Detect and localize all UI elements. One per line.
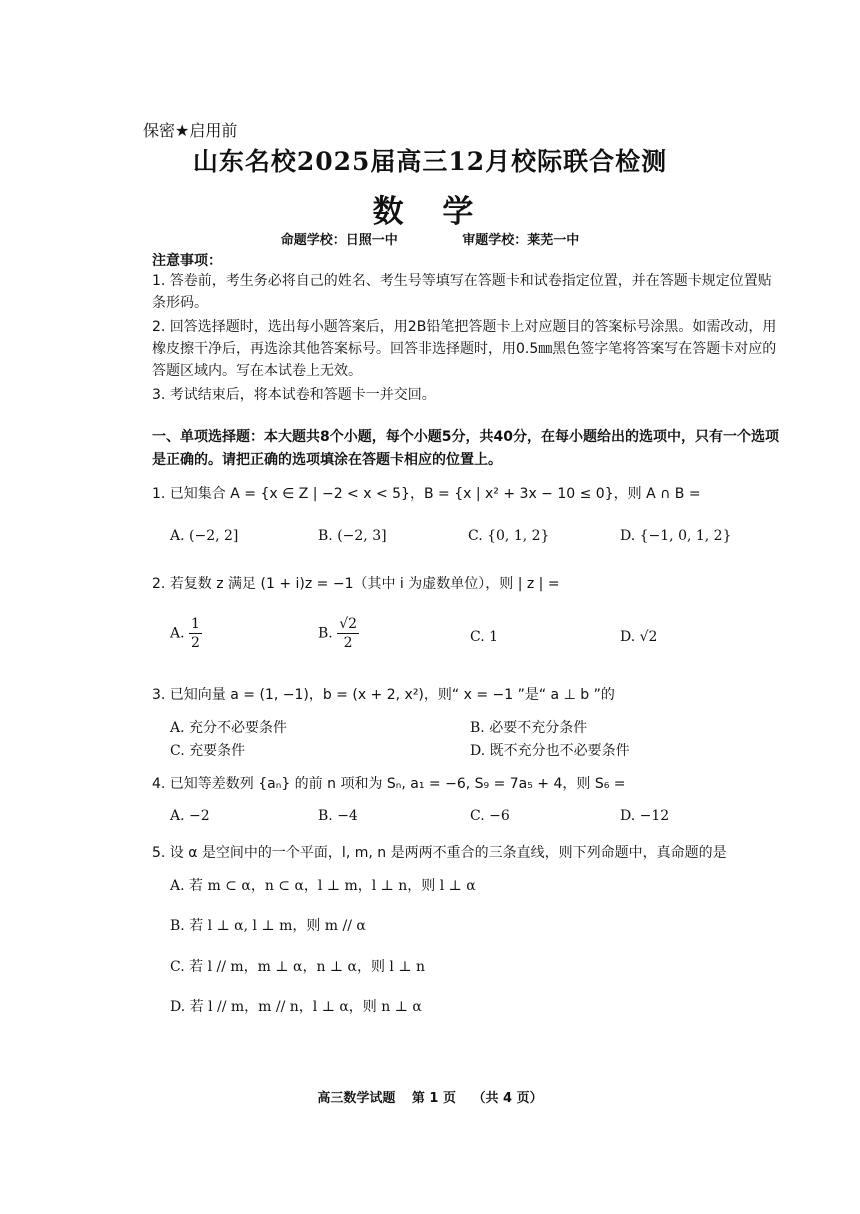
- question-1-stem: 1. 已知集合 A = {x ∈ Z | −2 < x < 5}，B = {x | x² + 3x − 10 ≤ 0}，则 A ∩ B =: [152, 486, 701, 502]
- footer-page-number: 第 1 页: [411, 1091, 456, 1106]
- school-line: [0, 229, 860, 248]
- q2-option-d: D. √2: [620, 629, 658, 645]
- question-3-stem: 3. 已知向量 a = (1, −1)，b = (x + 2, x²)，则“ x = −1 ”是“ a ⊥ b ”的: [152, 687, 615, 703]
- fraction-denominator: 2: [191, 635, 200, 651]
- q4-option-b: B. −4: [318, 808, 358, 824]
- subject-title: 数 学: [372, 194, 488, 230]
- q5-option-c: C. 若 l // m，m ⊥ α，n ⊥ α，则 l ⊥ n: [170, 959, 425, 975]
- q5-option-a: A. 若 m ⊂ α，n ⊂ α，l ⊥ m，l ⊥ n，则 l ⊥ α: [170, 878, 476, 894]
- q2-option-b: [318, 615, 359, 652]
- fraction-numerator: √2: [339, 616, 358, 632]
- q1-option-a: A. (−2, 2]: [170, 528, 239, 544]
- q4-option-c: C. −6: [470, 808, 510, 824]
- q3-option-d: D. 既不充分也不必要条件: [470, 743, 630, 759]
- q2-option-c: C. 1: [470, 629, 499, 645]
- question-2-stem: 2. 若复数 z 满足 (1 + i)z = −1（其中 i 为虚数单位），则 | z | =: [152, 576, 560, 592]
- fraction-denominator: 2: [343, 635, 353, 651]
- notice-item: 1. 答卷前，考生务必将自己的姓名、考生号等填写在答题卡和试卷指定位置，并在答题卡规定位置贴条形码。: [152, 273, 772, 311]
- q2-option-a-label: A.: [170, 625, 185, 642]
- exam-title: 山东名校2025届高三12月校际联合检测: [192, 147, 668, 176]
- page-footer: [0, 1087, 860, 1106]
- setter-school: 命题学校：日照一中: [280, 233, 398, 248]
- q3-option-b: B. 必要不充分条件: [470, 720, 588, 736]
- q3-option-a: A. 充分不必要条件: [170, 720, 288, 736]
- footer-exam-name: 高三数学试题: [317, 1091, 396, 1106]
- q1-option-b: B. (−2, 3]: [318, 528, 387, 544]
- footer-total-pages: （共 4 页）: [472, 1091, 543, 1106]
- fraction-one-half: [189, 615, 202, 652]
- fraction-root2-over-2: [337, 615, 359, 652]
- question-4-stem: 4. 已知等差数列 {aₙ} 的前 n 项和为 Sₙ, a₁ = −6, S₉ = 7a₅ + 4，则 S₆ =: [152, 776, 626, 792]
- confidential-label: 保密★启用前: [143, 121, 238, 140]
- q5-option-b: B. 若 l ⊥ α, l ⊥ m，则 m // α: [170, 918, 366, 934]
- notice-heading: 注意事项：: [152, 253, 222, 269]
- section-heading: 一、单项选择题：本大题共8个小题，每个小题5分，共40分，在每小题给出的选项中，只有一个选项是正确的。请把正确的选项填涂在答题卡相应的位置上。: [152, 429, 779, 468]
- question-5-stem: 5. 设 α 是空间中的一个平面，l, m, n 是两两不重合的三条直线，则下列命题中，真命题的是: [152, 845, 727, 861]
- q2-option-b-label: B.: [318, 625, 333, 642]
- q5-option-d: D. 若 l // m，m // n，l ⊥ α，则 n ⊥ α: [170, 999, 422, 1015]
- q4-option-d: D. −12: [620, 808, 670, 824]
- reviewer-school: 审题学校：莱芜一中: [462, 233, 580, 248]
- fraction-numerator: 1: [191, 616, 200, 632]
- q4-option-a: A. −2: [170, 808, 210, 824]
- notice-item: 2. 回答选择题时，选出每小题答案后，用2B铅笔把答题卡上对应题目的答案标号涂黑。如需改动，用橡皮擦干净后，再选涂其他答案标号。回答非选择题时，用0.5㎜黑色签字笔将答案写在答题卡对应的答题区域内。写在本试卷上无效。: [152, 319, 777, 379]
- q1-option-d: D. {−1, 0, 1, 2}: [620, 528, 732, 544]
- q1-option-c: C. {0, 1, 2}: [468, 528, 550, 544]
- notice-item: 3. 考试结束后，将本试卷和答题卡一并交回。: [152, 387, 436, 403]
- q3-option-c: C. 充要条件: [170, 743, 246, 759]
- q2-option-a: [170, 615, 202, 652]
